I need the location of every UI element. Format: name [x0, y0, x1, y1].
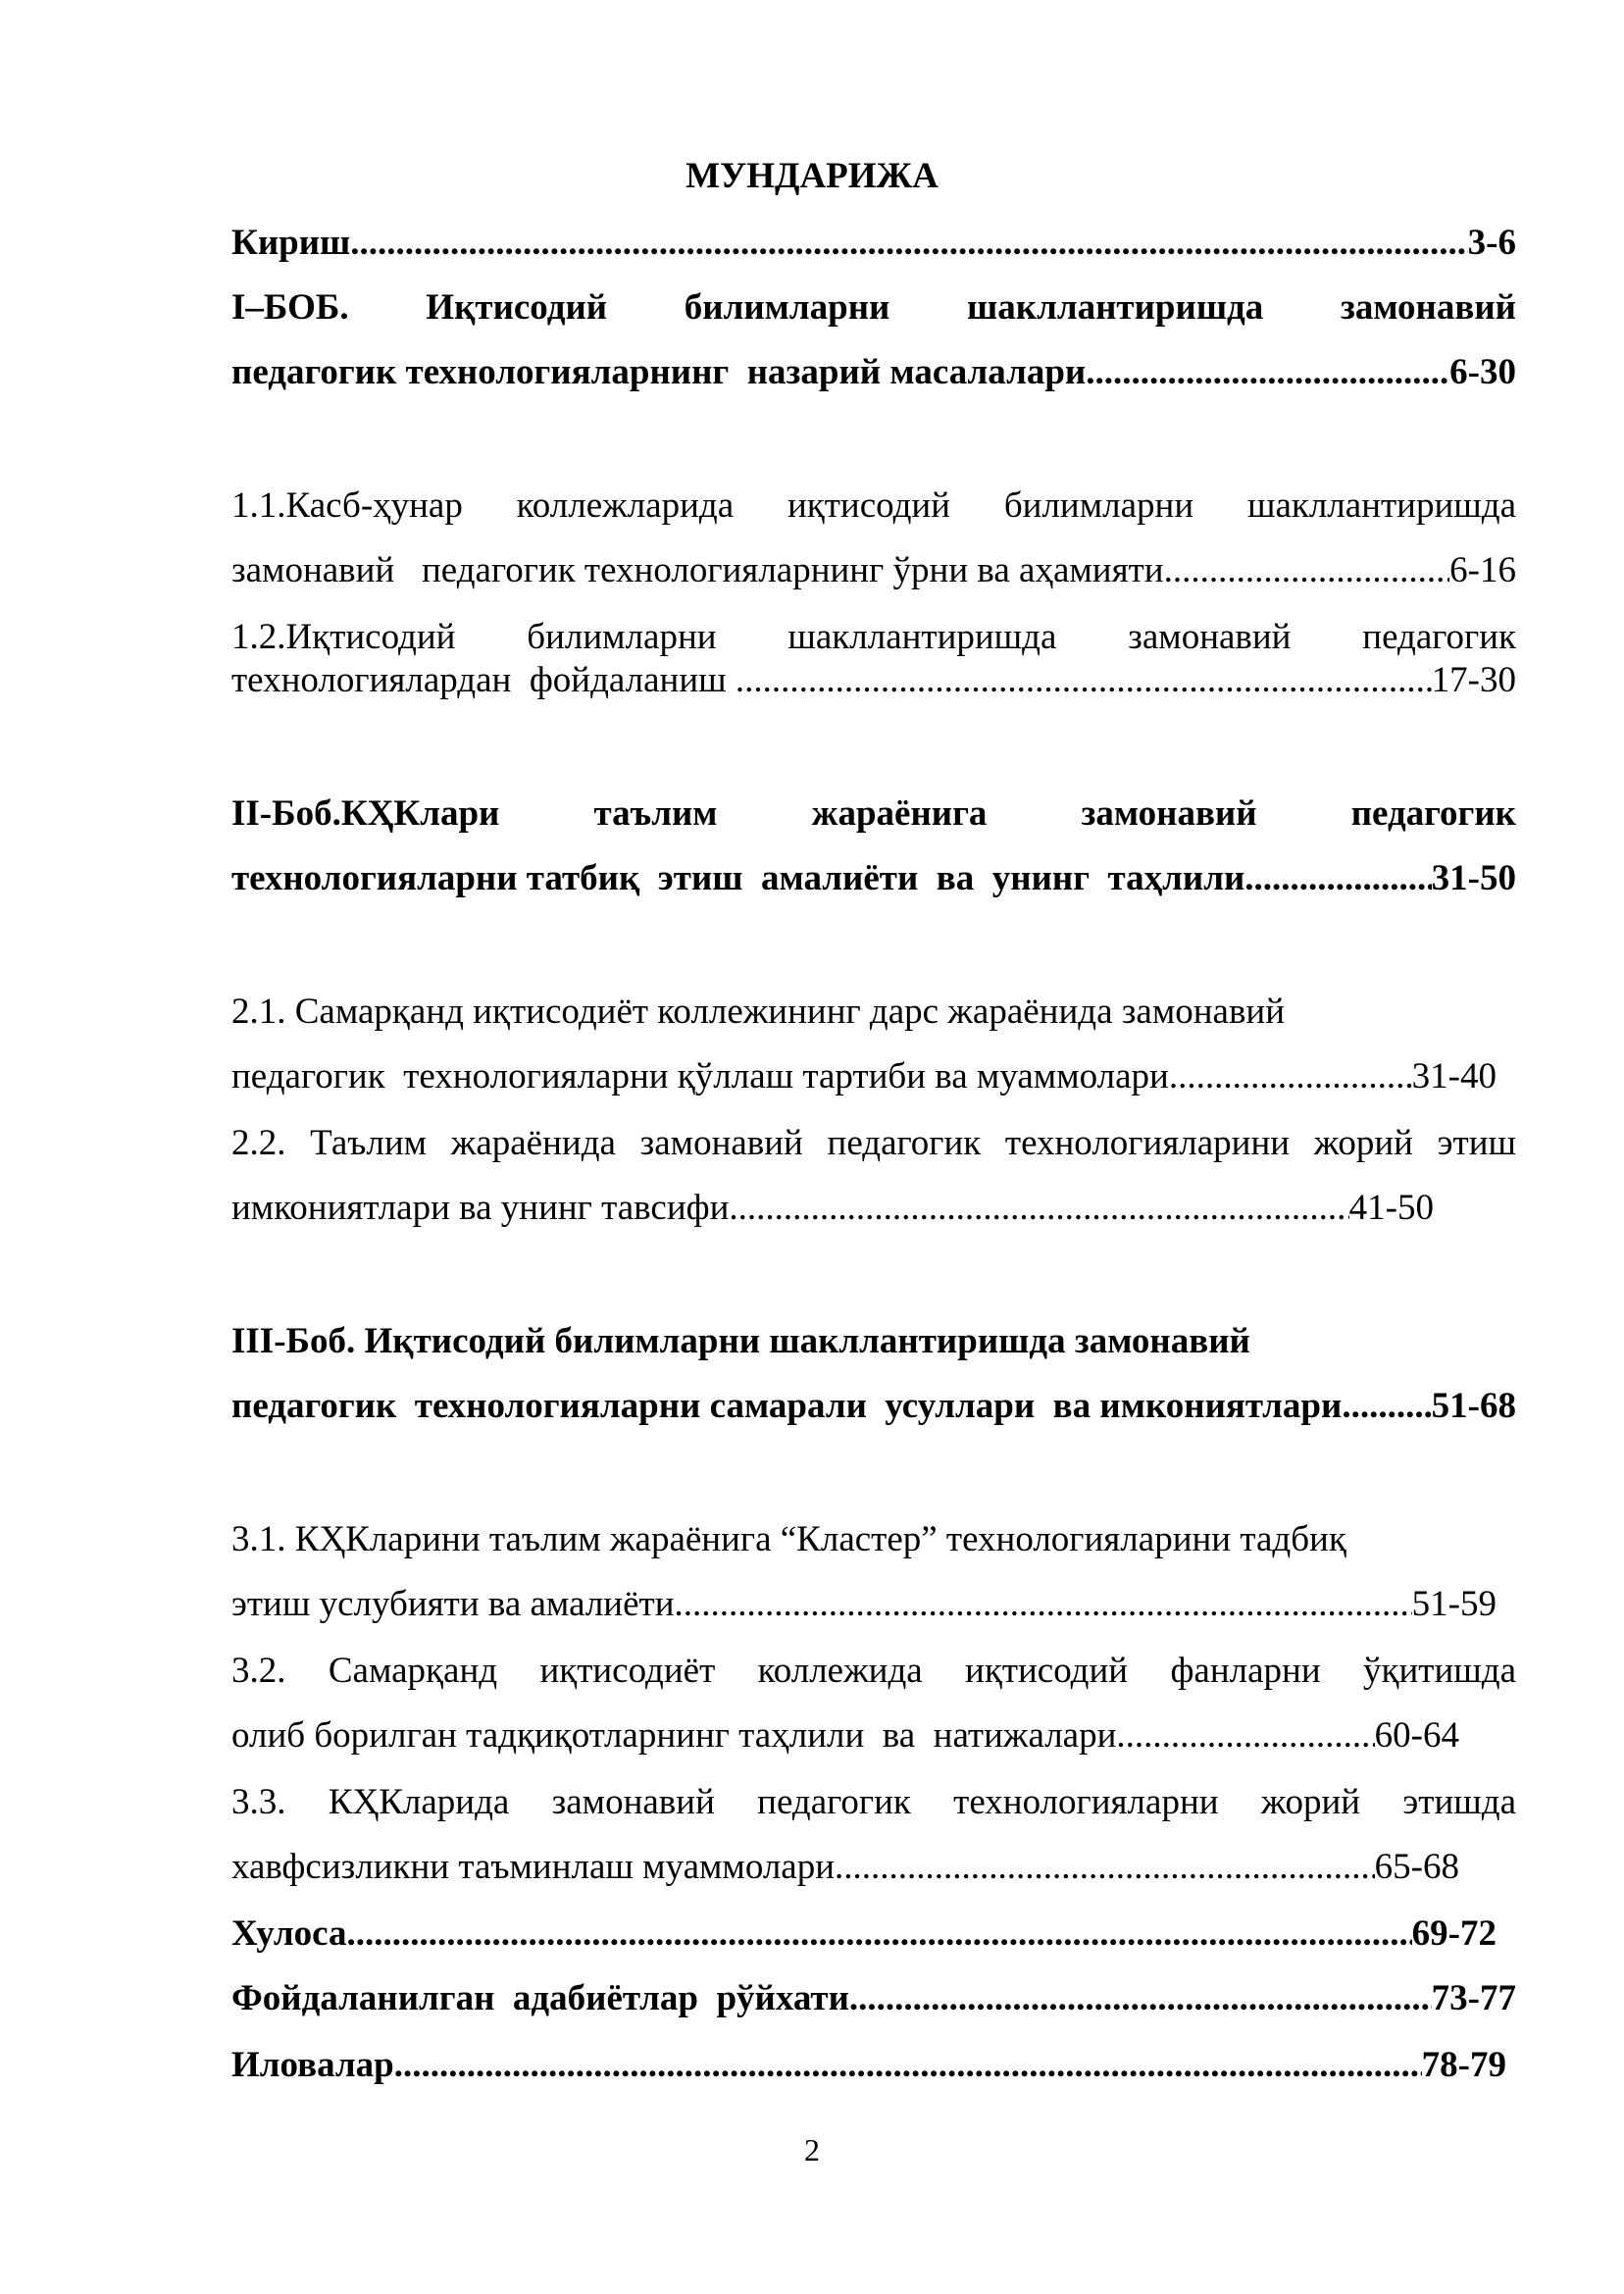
toc-section-1-2-line-2 — [231, 659, 1516, 702]
toc-entry-text: педагогик технологияларнинг назарий масалалари — [231, 352, 1087, 392]
toc-section-2-2-line-2 — [231, 1187, 1434, 1230]
toc-leader-dots — [1116, 1714, 1374, 1758]
toc-section-2-1-line-2 — [231, 1055, 1497, 1098]
toc-entry-text: технологиялардан фойдаланиш — [231, 660, 736, 700]
toc-section-3-2-line-1: 3.2. Самарқанд иқтисодиёт коллежида иқтисодий фанларни ўқитишда — [231, 1651, 1516, 1691]
toc-leader-dots — [1351, 1385, 1432, 1428]
toc-entry-page: 41-50 — [1348, 1188, 1434, 1228]
toc-section-3-1-line-2 — [231, 1583, 1497, 1626]
toc-entry-page: 6-16 — [1449, 550, 1516, 590]
toc-entry-page: 51-59 — [1411, 1584, 1497, 1624]
toc-leader-dots — [1244, 857, 1431, 900]
toc-entry-page: 31-50 — [1431, 858, 1516, 898]
toc-chapter-3-line-2 — [231, 1385, 1516, 1428]
toc-entry-page: 65-68 — [1374, 1847, 1459, 1887]
toc-entry-text: хавфсизликни таъминлаш муаммолари — [231, 1847, 836, 1887]
toc-leader-dots — [729, 1187, 1348, 1230]
toc-entry-text: педагогик технологияларни самарали усуллари ва имкониятлари. — [231, 1386, 1351, 1426]
toc-leader-dots — [736, 659, 1432, 702]
toc-section-3-3-line-2 — [231, 1846, 1459, 1889]
toc-chapter-1-line-2 — [231, 351, 1516, 394]
toc-entry-text: педагогик технологияларни қўллаш тартиби ва муаммолари — [231, 1056, 1169, 1096]
toc-entry-conclusion — [231, 1912, 1497, 1956]
toc-entry-text: Фойдаланилган адабиётлар рўйхати — [231, 1978, 849, 2018]
toc-entry-page: 17-30 — [1431, 660, 1516, 700]
toc-entry-page: 69-72 — [1411, 1913, 1497, 1954]
toc-section-3-2-line-2 — [231, 1714, 1459, 1758]
page-title: МУНДАРИЖА — [685, 156, 939, 196]
toc-section-1-1-line-2 — [231, 549, 1516, 592]
toc-leader-dots — [1086, 351, 1449, 394]
toc-entry-text: олиб борилган тадқиқотларнинг таҳлили ва натижалари — [231, 1715, 1117, 1756]
toc-entry-references — [231, 1977, 1516, 2020]
toc-chapter-3-line-1: III-Боб. Иқтисодий билимларни шакллантиришда замонавий — [231, 1321, 1250, 1361]
toc-entry-appendices — [231, 2044, 1506, 2087]
toc-leader-dots — [394, 2044, 1422, 2087]
toc-entry-text: Хулоса — [231, 1913, 347, 1954]
toc-section-2-2-line-1: 2.2. Таълим жараёнида замонавий педагогик технологияларини жорий этиш — [231, 1123, 1516, 1163]
toc-section-3-1-line-1: 3.1. КҲКларини таълим жараёнига “Кластер” технологияларини тадбиқ — [231, 1519, 1346, 1559]
toc-leader-dots — [849, 1977, 1432, 2020]
toc-leader-dots — [1173, 549, 1449, 592]
toc-leader-dots — [347, 1912, 1412, 1956]
toc-chapter-2-line-1: II-Боб.КҲКлари таълим жараёнига замонавий педагогик — [231, 793, 1516, 834]
toc-chapter-2-line-2 — [231, 857, 1516, 900]
toc-leader-dots — [1169, 1055, 1412, 1098]
toc-entry-text: технологияларни татбиқ этиш амалиёти ва унинг таҳлили — [231, 858, 1245, 898]
toc-entry-page: 60-64 — [1374, 1715, 1459, 1756]
toc-entry-text: замонавий педагогик технологияларнинг ўрни ва аҳамияти. — [231, 550, 1173, 590]
toc-entry-introduction — [231, 222, 1516, 265]
toc-entry-text: Кириш — [231, 223, 351, 263]
toc-entry-page: 51-68 — [1431, 1386, 1516, 1426]
toc-entry-page: 6-30 — [1449, 352, 1516, 392]
toc-section-3-3-line-1: 3.3. КҲКларида замонавий педагогик технологияларни жорий этишда — [231, 1782, 1516, 1822]
toc-entry-page: 78-79 — [1421, 2045, 1506, 2085]
page-number: 2 — [804, 2132, 820, 2167]
toc-section-1-1-line-1: 1.1.Касб-ҳунар коллежларида иқтисодий билимларни шакллантиришда — [231, 485, 1516, 526]
toc-chapter-1-line-1: I–БОБ. Иқтисодий билимларни шакллантиришда замонавий — [231, 287, 1516, 328]
toc-entry-text: этиш услубияти ва амалиёти — [231, 1584, 675, 1624]
toc-section-2-1-line-1: 2.1. Самарқанд иқтисодиёт коллежининг дарс жараёнида замонавий — [231, 992, 1286, 1032]
toc-entry-text: Иловалар — [231, 2045, 394, 2085]
toc-section-1-2-line-1: 1.2.Иқтисодий билимларни шакллантиришда замонавий педагогик — [231, 617, 1516, 657]
toc-entry-page: 31-40 — [1411, 1056, 1497, 1096]
toc-leader-dots — [835, 1846, 1375, 1889]
toc-entry-text: имкониятлари ва унинг тавсифи — [231, 1188, 730, 1228]
toc-leader-dots — [350, 222, 1467, 265]
toc-entry-page: 73-77 — [1431, 1978, 1516, 2018]
toc-entry-page: 3-6 — [1467, 223, 1516, 263]
toc-leader-dots — [675, 1583, 1412, 1626]
